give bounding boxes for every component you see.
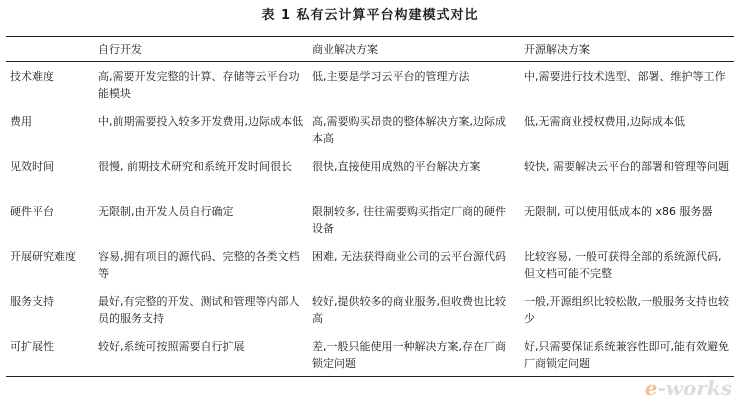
table-row <box>6 107 734 152</box>
table-cell: 容易,拥有项目的源代码、完整的各类文档等 <box>98 249 300 280</box>
table-caption: 表 1 私有云计算平台构建模式对比 <box>261 8 479 23</box>
table-cell: 困难, 无法获得商业公司的云平台源代码 <box>312 249 506 263</box>
table-cell: 中,需要进行技术选型、部署、维护等工作 <box>524 70 726 83</box>
table-row <box>6 62 734 107</box>
table-cell: 较好,系统可按照需要自行扩展 <box>94 332 308 377</box>
row-label: 见效时间 <box>10 159 54 173</box>
table-row <box>6 242 734 287</box>
table-cell: 高,需要开发完整的计算、存储等云平台功能模块 <box>98 70 300 100</box>
comparison-table <box>6 36 734 377</box>
table-row <box>6 152 734 197</box>
table-cell: 很快,直接使用成熟的平台解决方案 <box>312 159 481 173</box>
table-cell: 最好,有完整的开发、测试和管理等内部人员的服务支持 <box>98 294 300 325</box>
header-cell-self-dev: 自行开发 <box>94 37 308 62</box>
row-label: 可扩展性 <box>6 332 94 377</box>
table-row <box>6 197 734 242</box>
table-cell: 一般,开源组织比较松散,一般服务支持也较少 <box>524 294 729 325</box>
table-row <box>6 287 734 332</box>
table-cell: 无限制,由开发人员自行确定 <box>98 204 234 218</box>
table-cell: 较好,提供较多的商业服务,但收费也比较高 <box>312 294 506 325</box>
table-cell: 无限制, 可以使用低成本的 x86 服务器 <box>524 204 713 218</box>
table-cell: 差,一般只能使用一种解决方案,存在厂商锁定问题 <box>308 332 520 377</box>
table-cell: 低,主要是学习云平台的管理方法 <box>312 70 470 83</box>
table-cell: 较快, 需要解决云平台的部署和管理等问题 <box>524 159 729 173</box>
row-label: 开展研究难度 <box>10 249 76 263</box>
header-cell-open-source: 开源解决方案 <box>520 37 734 62</box>
table-row <box>6 332 734 377</box>
eworks-watermark-logo <box>645 376 732 400</box>
table-cell: 高,需要购买昂贵的整体解决方案,边际成本高 <box>312 114 506 145</box>
header-row <box>6 37 734 62</box>
watermark-prefix: e <box>644 376 658 400</box>
row-label: 技术难度 <box>10 70 54 83</box>
table-cell: 低,无需商业授权费用,边际成本低 <box>524 114 685 128</box>
table-cell: 比较容易, 一般可获得全部的系统源代码,但文档可能不完整 <box>524 249 722 280</box>
table-cell: 好,只需要保证系统兼容性即可,能有效避免厂商锁定问题 <box>520 332 734 377</box>
table-cell: 中,前期需要投入较多开发费用,边际成本低 <box>98 114 303 128</box>
header-cell-commercial: 商业解决方案 <box>308 37 520 62</box>
header-cell-empty <box>6 37 94 62</box>
row-label: 服务支持 <box>10 294 54 308</box>
row-label: 硬件平台 <box>10 204 54 218</box>
table-cell: 限制较多, 往往需要购买指定厂商的硬件设备 <box>312 204 506 235</box>
row-label: 费用 <box>10 114 32 128</box>
table-cell: 很慢, 前期技术研究和系统开发时间很长 <box>98 159 292 173</box>
watermark-rest: -works <box>657 376 732 400</box>
